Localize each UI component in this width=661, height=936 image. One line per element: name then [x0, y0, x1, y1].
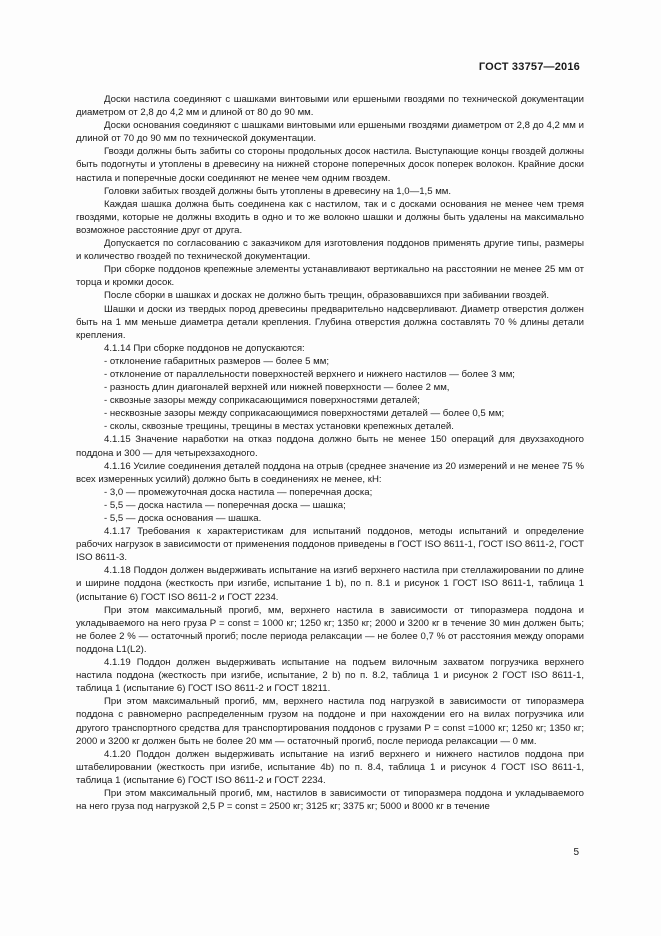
clause-4-1-19: 4.1.19 Поддон должен выдерживать испытание на подъем вилочным захватом погрузчика верхнего настила поддона (жесткость при изгибе, испытание, 2 b) по п. 8.2, таблица 1 и рисунок 2 ГОСТ ISO 8611-1, таблица 1 (испытание 6) ГОСТ ISO 8611-2 и ГОСТ 18211. — [76, 657, 584, 695]
paragraph: Гвозди должны быть забиты со стороны продольных досок настила. Выступающие концы гвоздей должны быть подогнуты и утоплены в древесину на нижней стороне поперечных досок поперек волокон. Крайние доски настила и поперечные доски соединяют не менее чем одним гвоздем. — [76, 146, 584, 184]
paragraph: После сборки в шашках и досках не должно быть трещин, образовавшихся при забивании гвоздей. — [104, 290, 550, 302]
list-item: - 5,5 — доска основания — шашка. — [104, 513, 262, 524]
clause-4-1-15: 4.1.15 Значение наработки на отказ поддона должно быть не менее 150 операций для двухзаходного поддона и 300 — для четырехзаходного. — [76, 434, 584, 459]
clause-4-1-17: 4.1.17 Требования к характеристикам для испытаний поддонов, методы испытаний и определение рабочих нагрузок в зависимости от применения поддонов приведены в ГОСТ ISO 8611-1, ГОСТ ISO 8611-2, ГОСТ ISO 8611-3. — [76, 526, 584, 564]
paragraph: При этом максимальный прогиб, мм, верхнего настила в зависимости от типоразмера поддона и укладываемого на него груза P = const = 1000 кг; 1250 кг; 1350 кг; 2000 и 3200 кг в течение 30 мин должен быть; не более 2 % — остаточный прогиб; после периода релаксации — не более 0,7 % от расстояния между опорами поддона L1(L2). — [76, 604, 584, 655]
paragraph: При сборке поддонов крепежные элементы устанавливают вертикально на расстоянии не менее 25 мм от торца и кромки досок. — [76, 264, 584, 289]
paragraph: Каждая шашка должна быть соединена как с настилом, так и с досками основания не менее чем тремя гвоздями, которые не должны входить в одно и то же волокно шашки и должны быть удалены на максимально возможное расстояние друг от друга. — [76, 198, 584, 236]
list-item: - сколы, сквозные трещины, трещины в местах установки крепежных деталей. — [104, 421, 454, 433]
paragraph: При этом максимальный прогиб, мм, настилов в зависимости от типоразмера поддона и укладываемого на него груза под нагрузкой 2,5 P = const = 2500 кг; 3125 кг; 3375 кг; 5000 и 8000 кг в течение — [76, 787, 584, 813]
list-item: - сквозные зазоры между соприкасающимися поверхностями деталей; — [104, 395, 420, 407]
paragraph: Головки забитых гвоздей должны быть утоплены в древесину на 1,0—1,5 мм. — [104, 185, 452, 197]
clause-4-1-16: 4.1.16 Усилие соединения деталей поддона на отрыв (среднее значение из 20 измерений и не менее 75 % всех измеренных усилий) должно быть в соединениях не менее, кН: — [76, 460, 584, 485]
clause-4-1-18: 4.1.18 Поддон должен выдерживать испытание на изгиб верхнего настила при стеллажировании по длине и ширине поддона (жесткость при изгибе, испытание 1 b), по п. 8.1 и рисунок 1 ГОСТ ISO 8611-1, таблица 1 (испытание 6) ГОСТ ISO 8611-2 и ГОСТ 2234. — [76, 565, 584, 603]
document-code-header: ГОСТ 33757—2016 — [478, 61, 580, 73]
paragraph: Доски основания соединяют с шашками винтовыми или ершеными гвоздями диаметром от 2,8 до 4,2 мм и длиной от 70 до 90 мм по технической документации. — [76, 120, 584, 145]
page-number: 5 — [573, 847, 579, 858]
document-body — [76, 93, 584, 813]
list-item: - 5,5 — доска настила — поперечная доска — шашка; — [104, 499, 346, 511]
list-item: - разность длин диагоналей верхней или нижней поверхности — более 2 мм, — [104, 382, 450, 394]
list-item: - 3,0 — промежуточная доска настила — поперечная доска; — [104, 486, 373, 498]
clause-4-1-14: 4.1.14 При сборке поддонов не допускаются: — [104, 342, 305, 354]
list-item: - отклонение от параллельности поверхностей верхнего и нижнего настилов — более 3 мм; — [104, 368, 515, 380]
clause-4-1-20: 4.1.20 Поддон должен выдерживать испытание на изгиб верхнего и нижнего настилов поддона при штабелировании (жесткость при изгибе, испытание 4b) по п. 8.4, таблица 1 и рисунок 4 ГОСТ ISO 8611-1, таблица 1 (испытание 6) ГОСТ ISO 8611-2 и ГОСТ 2234. — [76, 748, 584, 786]
paragraph: Допускается по согласованию с заказчиком для изготовления поддонов применять другие типы, размеры и количество гвоздей по технической документации. — [76, 238, 584, 263]
paragraph: При этом максимальный прогиб, мм, верхнего настила под нагрузкой в зависимости от типоразмера поддона с равномерно распределенным грузом на поддоне и при нахождении его на вилах погрузчика или другого транспортного средства для транспортирования поддонов с грузами P = const =1000 кг; 1250 кг; 1350 кг; 2000 и 3200 кг должен быть не более 20 мм — остаточный прогиб, после периода релаксации — 0 мм. — [76, 696, 584, 747]
paragraph: Шашки и доски из твердых пород древесины предварительно надсверливают. Диаметр отверстия должен быть на 1 мм меньше диаметра детали крепления. Глубина отверстия должна составлять 70 % длины детали крепления. — [76, 303, 584, 341]
paragraph: Доски настила соединяют с шашками винтовыми или ершеными гвоздями по технической документации диаметром от 2,8 до 4,2 мм и длиной от 80 до 90 мм. — [76, 94, 584, 119]
list-item: - несквозные зазоры между соприкасающимися поверхностями деталей — более 0,5 мм; — [104, 408, 505, 420]
list-item: - отклонение габаритных размеров — более 5 мм; — [104, 355, 329, 367]
